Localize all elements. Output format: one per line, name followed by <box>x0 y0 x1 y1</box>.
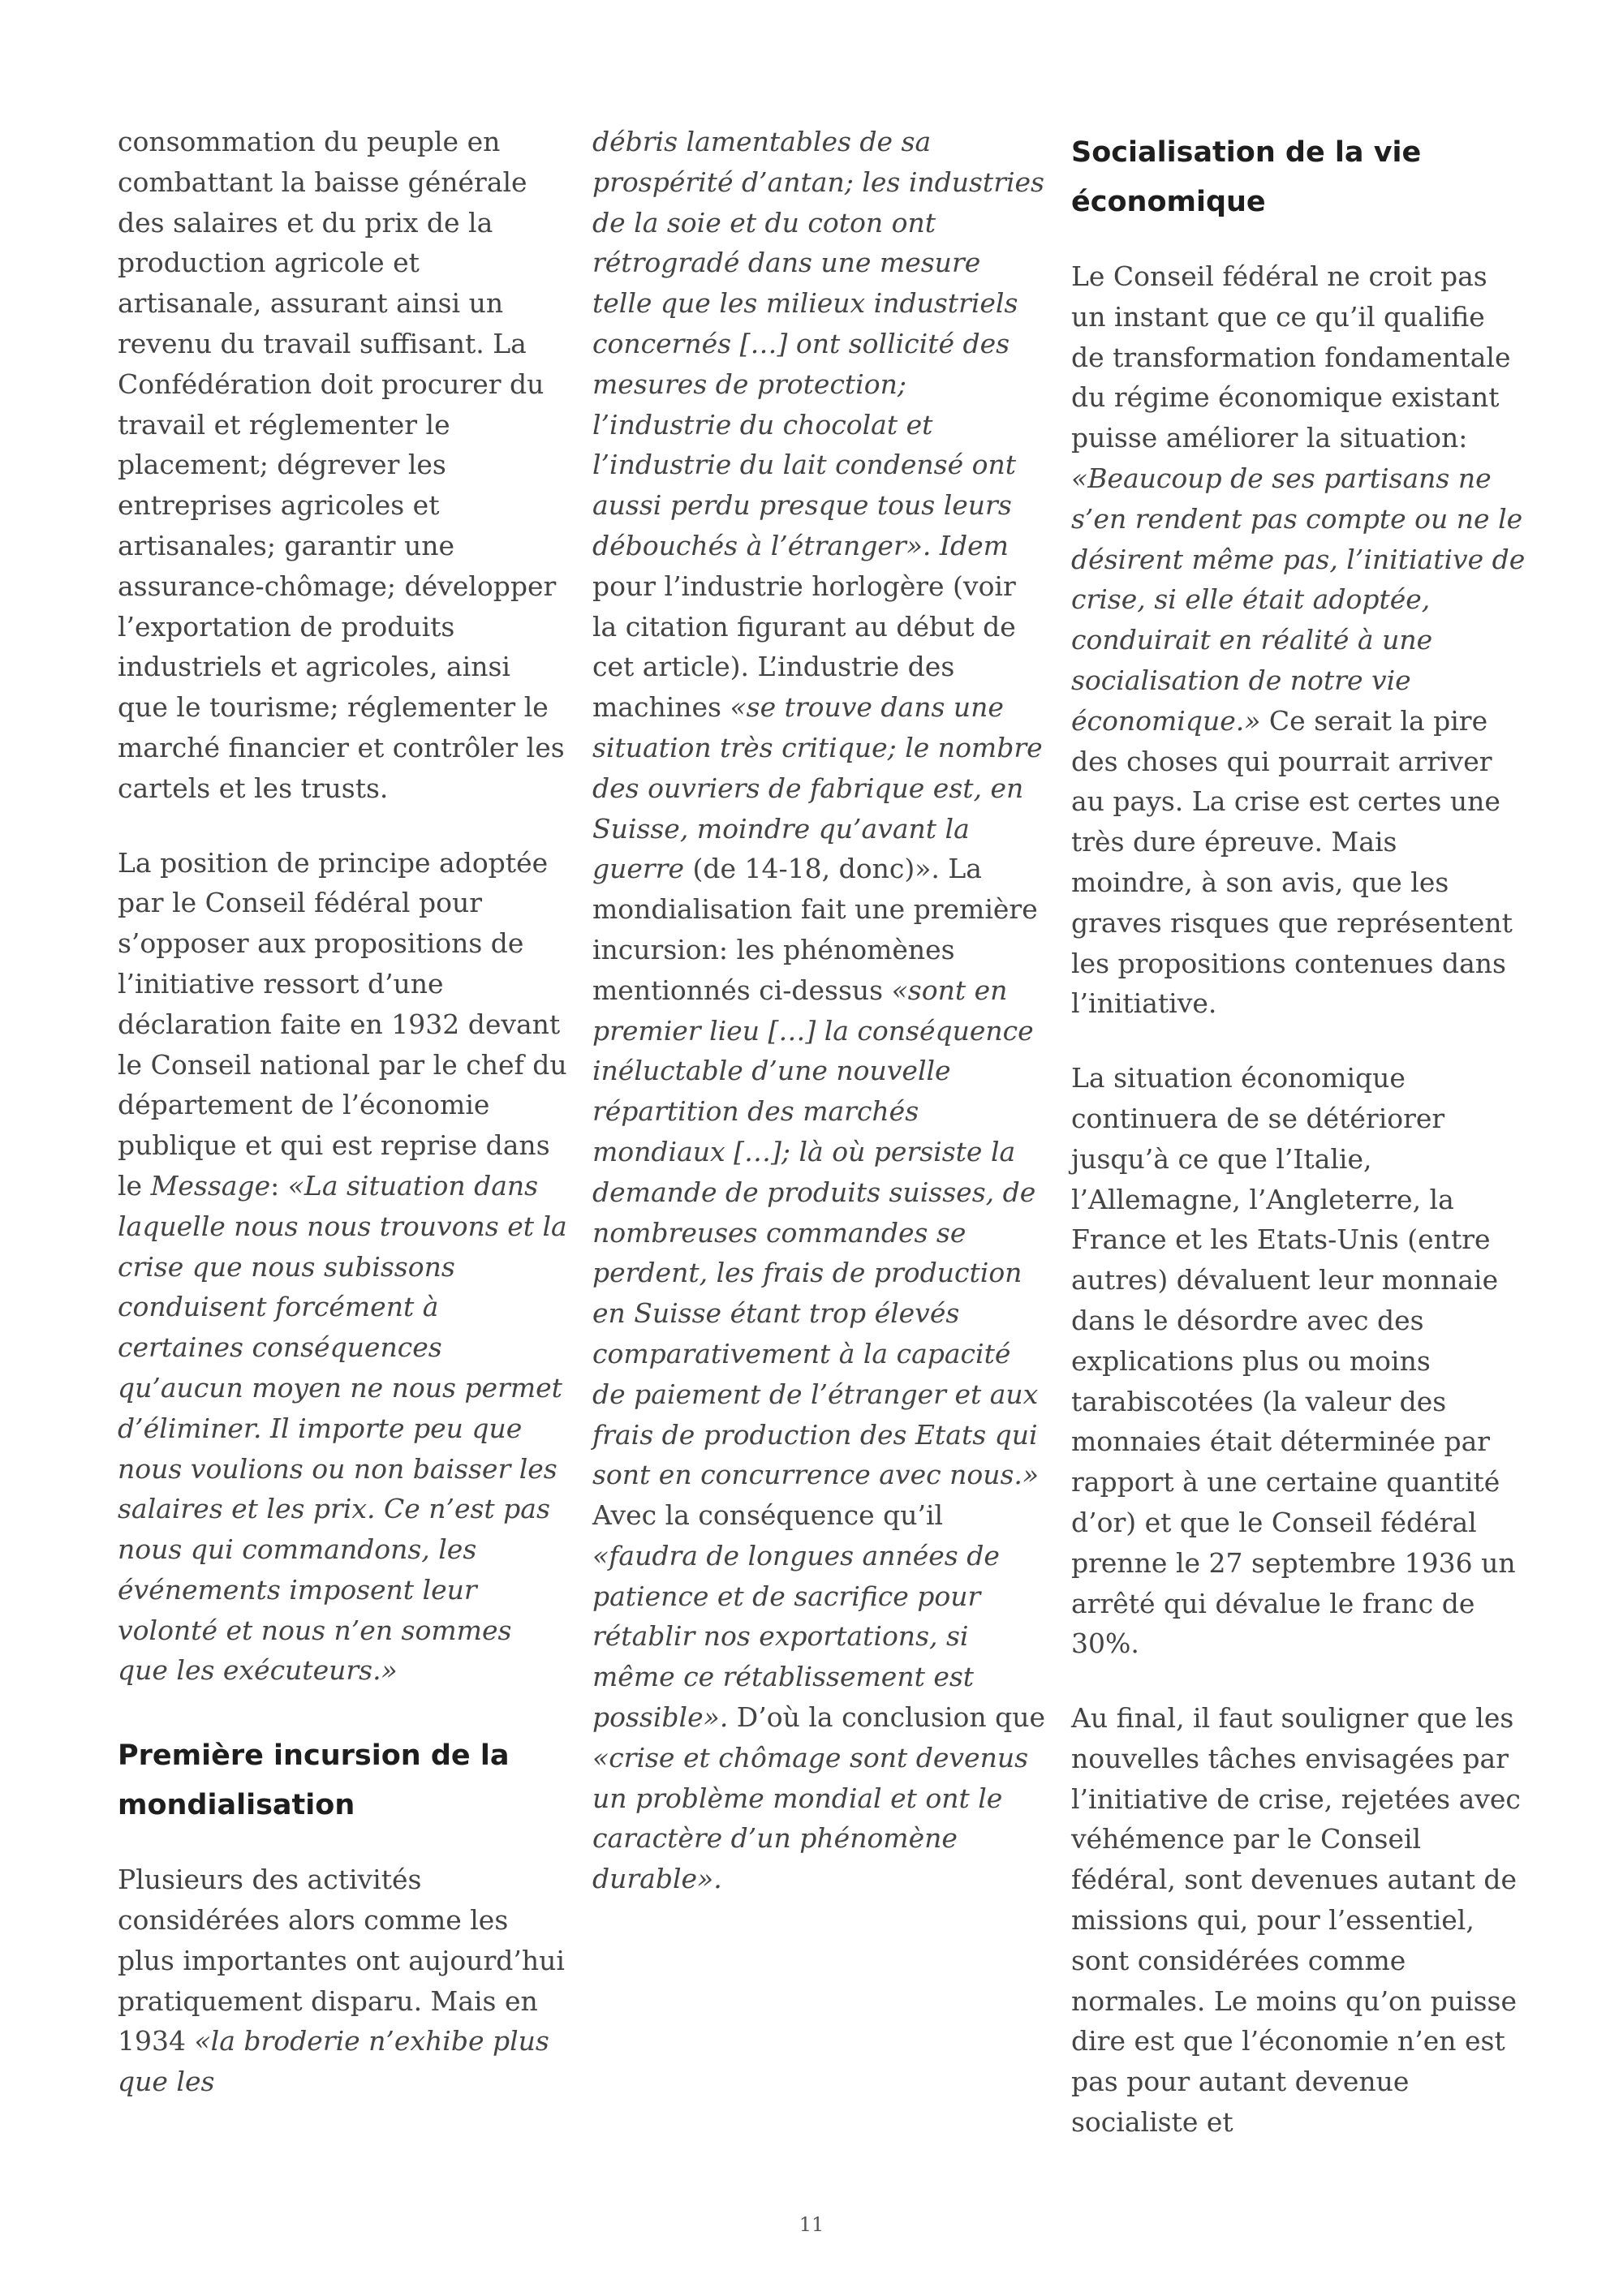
quotation: «faudra de longues années de patience et de sacrifice pour rétablir nos exportations, si même ce rétablissement est possible». <box>592 1539 1000 1734</box>
quotation: «se trouve dans une situation très critique; le nombre des ouvriers de fabrique est, en Suisse, moindre qu’avant la guerre <box>592 691 1043 885</box>
paragraph: Plusieurs des activités considérées alors comme les plus importantes ont aujourd’hui pratiquement disparu. Mais en 1934 «la broderie n’exhibe plus que les <box>118 1864 565 2098</box>
column-2 <box>592 122 1047 1899</box>
quotation: «Beaucoup de ses partisans ne s’en rendent pas compte ou ne le désirent même pas, l’initiative de crise, si elle était adoptée, conduirait en réalité à une socialisation de notre vie économique.» <box>1071 462 1526 737</box>
paragraph: consommation du peuple en combattant la baisse générale des salaires et du prix de la production agricole et artisanale, assurant ainsi un revenu du travail suffisant. La Confédération doit procurer du travail et réglementer le placement; dégrever les entreprises agricoles et artisanales; garantir une assurance-chômage; développer l’exportation de produits industriels et agricoles, ainsi que le tourisme; réglementer le marché financier et contrôler les cartels et les trusts. <box>118 126 565 804</box>
paragraph: La position de principe adoptée par le Conseil fédéral pour s’opposer aux propositions de l’initiative ressort d’une déclaration faite en 1932 devant le Conseil national par le chef du département de l’économie publique et qui est reprise dans le Message: «La situation dans laquelle nous nous trouvons et la crise que nous subissons conduisent forcément à certaines conséquences qu’aucun moyen ne nous permet d’éliminer. Il importe peu que nous voulions ou non baisser les salaires et les prix. Ce n’est pas nous qui commandons, les événements imposent leur volonté et nous n’en sommes que les exécuteurs.» <box>118 846 567 1687</box>
column-3 <box>1071 122 1526 2143</box>
paragraph: débris lamentables de sa prospérité d’antan; les industries de la soie et du coton ont rétrogradé dans une mesure telle que les milieux industriels concernés […] ont sollicité des mesures de protection; l’industrie du chocolat et l’industrie du lait condensé ont aussi perdu presque tous leurs débouchés à l’étranger». Idem pour l’industrie horlogère (voir la citation figurant au début de cet article). L’industrie des machines «se trouve dans une situation très critique; le nombre des ouvriers de fabrique est, en Suisse, moindre qu’avant la guerre (de 14-18, donc)». La mondialisation fait une première incursion: les phénomènes mentionnés ci-dessus «sont en premier lieu […] la conséquence inéluctable d’une nouvelle répartition des marchés mondiaux […]; là où persiste la demande de produits suisses, de nombreuses commandes se perdent, les frais de production en Suisse étant trop élevés comparativement à la capacité de paiement de l’étranger et aux frais de production des Etats qui sont en concurrence avec nous.» Avec la conséquence qu’il «faudra de longues années de patience et de sacrifice pour rétablir nos exportations, si même ce rétablissement est possible». D’où la conclusion que «crise et chômage sont devenus un problème mondial et ont le caractère d’un phénomène durable». <box>592 126 1045 1895</box>
quotation: «crise et chômage sont devenus un problème mondial et ont le caractère d’un phénomène durable». <box>592 1741 1029 1895</box>
page-number: 11 <box>799 2213 824 2236</box>
column-1 <box>118 122 568 2102</box>
quotation: «La situation dans laquelle nous nous trouvons et la crise que nous subissons conduisent forcément à certaines conséquences qu’aucun moyen ne nous permet d’éliminer. Il importe peu que nous voulions ou non baisser les salaires et les prix. Ce n’est pas nous qui commandons, les événements imposent leur volonté et nous n’en sommes que les exécuteurs.» <box>118 1169 567 1687</box>
section-heading: Première incursion de la mondialisation <box>118 1739 510 1822</box>
quotation: «sont en premier lieu […] la conséquence inéluctable d’une nouvelle répartition des marchés mondiaux […]; là où persiste la demande de produits suisses, de nombreuses commandes se perdent, les frais de production en Suisse étant trop élevés comparativement à la capacité de paiement de l’étranger et aux frais de production des Etats qui sont en concurrence avec nous.» <box>592 974 1040 1491</box>
paragraph: Le Conseil fédéral ne croit pas un instant que ce qu’il qualifie de transformation fondamentale du régime économique existant puisse améliorer la situation: «Beaucoup de ses partisans ne s’en rendent pas compte ou ne le désirent même pas, l’initiative de crise, si elle était adoptée, conduirait en réalité à une socialisation de notre vie économique.» Ce serait la pire des choses qui pourrait arriver au pays. La crise est certes une très dure épreuve. Mais moindre, à son avis, que les graves risques que représentent les propositions contenues dans l’initiative. <box>1071 260 1526 1020</box>
quotation: «la broderie n’exhibe plus que les <box>118 2025 549 2098</box>
paragraph: Au final, il faut souligner que les nouvelles tâches envisagées par l’initiative de crise, rejetées avec véhémence par le Conseil fédéral, sont devenues autant de missions qui, pour l’essentiel, sont considérées comme normales. Le moins qu’on puisse dire est que l’économie n’en est pas pour autant devenue socialiste et <box>1071 1702 1521 2139</box>
section-heading: Socialisation de la vie économique <box>1071 136 1422 218</box>
quotation: débris lamentables de sa prospérité d’antan; les industries de la soie et du coton ont rétrogradé dans une mesure telle que les milieux industriels concernés […] ont sollicité des mesures de protection; l’industrie du chocolat et l’industrie du lait condensé ont aussi perdu presque tous leurs débouchés à l’étranger». <box>592 126 1044 561</box>
paragraph: La situation économique continuera de se détériorer jusqu’à ce que l’Italie, l’Allemagne, l’Angleterre, la France et les Etats-Unis (entre autres) dévaluent leur monnaie dans le désordre avec des explications plus ou moins tarabiscotées (la valeur des monnaies était déterminée par rapport à une certaine quantité d’or) et que le Conseil fédéral prenne le 27 septembre 1936 un arrêté qui dévalue le franc de 30%. <box>1071 1062 1516 1660</box>
